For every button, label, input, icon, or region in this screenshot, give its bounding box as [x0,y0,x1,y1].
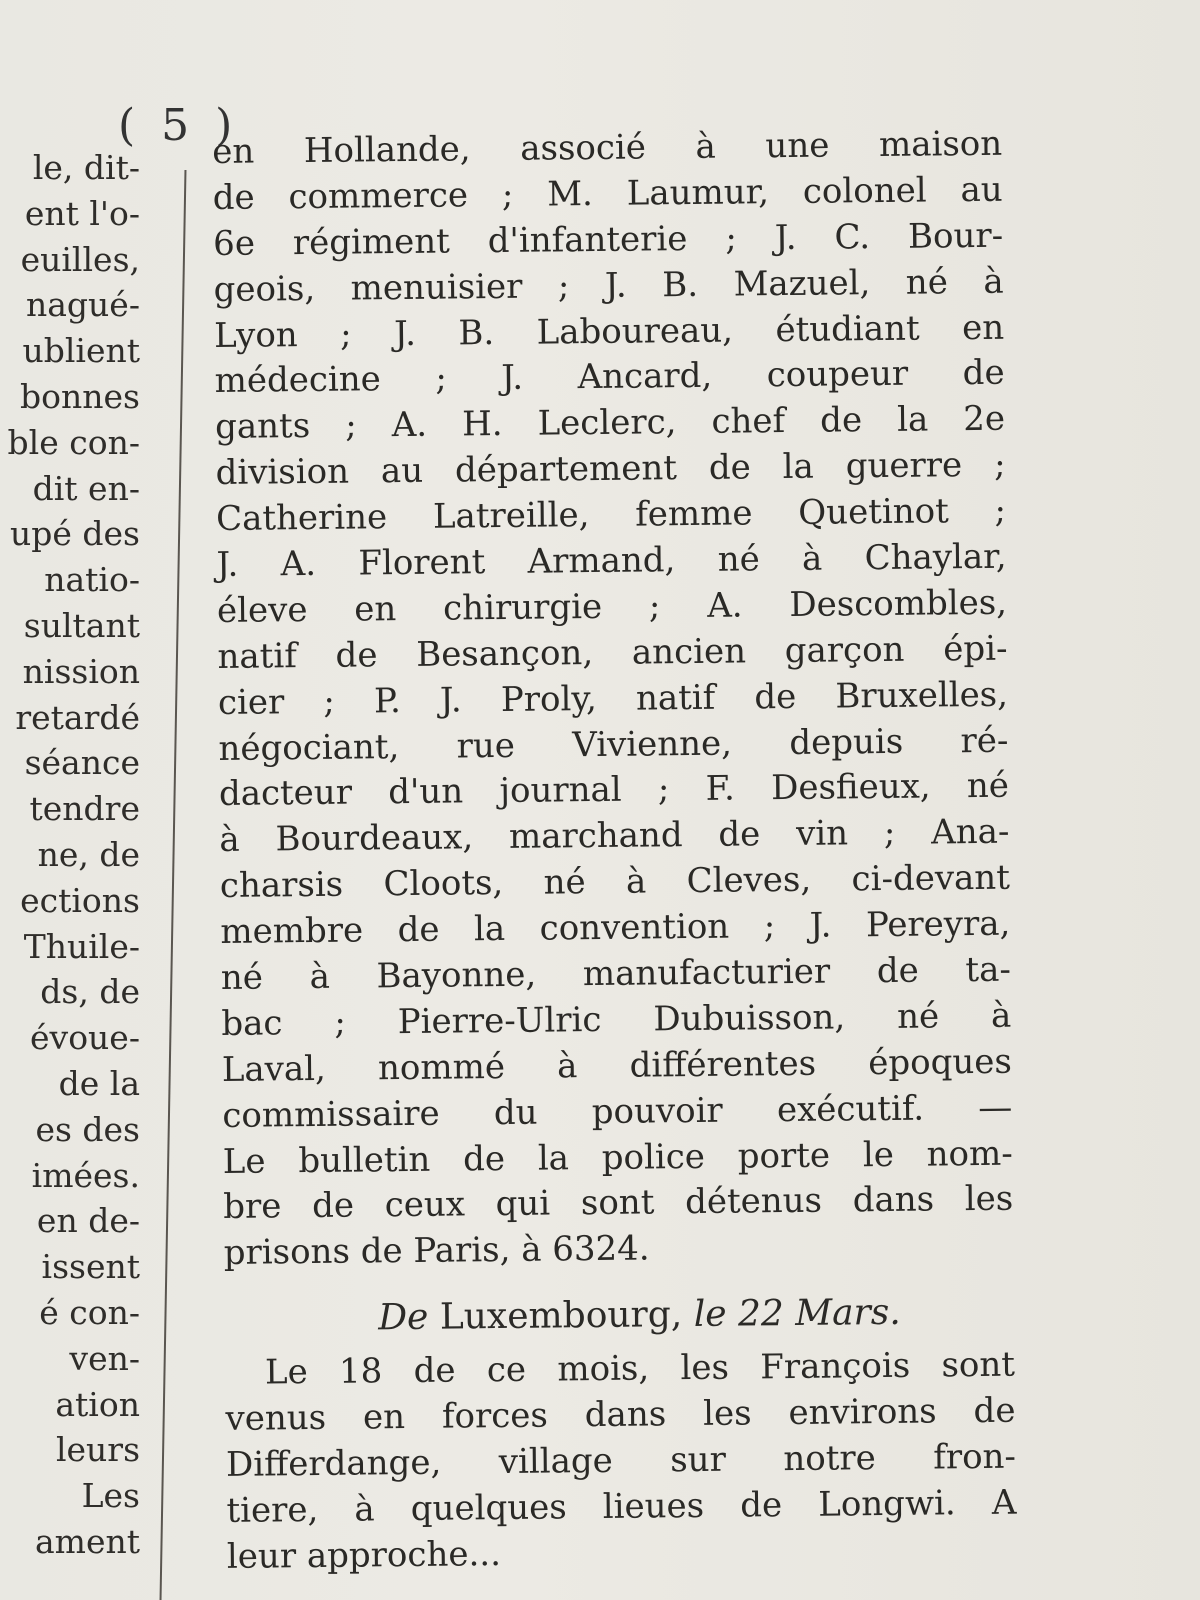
text-line: issent [41,1247,140,1287]
paragraph-luxembourg [225,1343,1017,1581]
text-line: retardé [15,697,140,737]
dateline-date-word: le [693,1293,727,1336]
text-line: en Hollande, associé à une maison [212,123,1003,172]
text-line: membre de la convention ; J. Pereyra, [220,903,1011,953]
text-line: le, dit- [32,148,140,187]
text-line: charsis Cloots, né à Cleves, ci-devant [219,857,1011,907]
main-column [212,122,1017,1581]
text-line: es des [35,1109,140,1149]
text-line: éleve en chirurgie ; A. Descombles, [216,582,1008,631]
text-line: J. A. Florent Armand, né à Chaylar, [216,536,1007,585]
dateline-prefix: De [377,1297,429,1339]
text-line: division au département de la guerre ; [215,444,1006,494]
text-line: tendre [29,789,140,829]
text-line: ections [20,880,140,920]
text-line: euilles, [20,239,140,279]
text-line: natio- [44,560,140,600]
text-line: ven- [69,1338,140,1378]
text-line: ds, de [40,972,140,1012]
text-line: Catherine Latreille, femme Quetinot ; [215,490,1007,540]
dateline-place: Luxembourg, [439,1294,683,1338]
dateline-date: 22 Mars. [737,1292,901,1335]
text-line: séance [24,743,140,783]
text-line: bre de ceux qui sont détenus dans les [223,1179,1014,1228]
text-line: dacteur d'un journal ; F. Desfieux, né [218,766,1010,815]
text-line: de la [58,1063,140,1103]
text-line: ent l'o- [24,193,140,233]
text-line: ation [55,1384,140,1424]
text-line: nagué- [26,285,140,325]
text-line: imées. [31,1155,140,1195]
text-line: leurs [55,1430,140,1470]
text-line: dit en- [32,468,140,508]
text-line: commissaire du pouvoir exécutif. — [222,1087,1013,1136]
text-line: nission [22,651,140,691]
text-line: de commerce ; M. Laumur, colonel au [212,169,1003,218]
text-line: prisons de Paris, à 6324. [223,1228,650,1274]
text-line: tiere, à quelques lieues de Longwi. A [226,1482,1017,1531]
column-divider [160,170,187,1600]
text-line: venus en forces dans les environs de [225,1390,1016,1440]
text-line: évoue- [30,1018,140,1058]
text-line: en de- [36,1201,140,1241]
text-line: Les [81,1476,140,1516]
text-line: 6e régiment d'infanterie ; J. C. Bour- [212,215,1004,264]
text-line: geois, menuisier ; J. B. Mazuel, né à [213,261,1004,310]
text-line: ublient [22,331,140,371]
text-line: Thuile- [23,926,140,966]
text-line: ne, de [37,834,140,874]
text-line: Laval, nommé à différentes époques [221,1041,1013,1090]
text-line: Lyon ; J. B. Laboureau, étudiant en [213,307,1005,356]
text-line: leur approche... [226,1533,502,1577]
text-line: gants ; A. H. Leclerc, chef de la 2e [214,399,1006,448]
text-line: bac ; Pierre-Ulric Dubuisson, né à [221,995,1012,1044]
text-line: upé des [10,514,140,554]
text-line: bonnes [20,376,140,416]
text-line: Differdange, village sur notre fron- [225,1436,1017,1485]
text-line: natif de Besançon, ancien garçon épi- [217,628,1008,677]
dateline-heading [224,1287,1014,1345]
text-line: cier ; P. J. Proly, natif de Bruxelles, [217,674,1009,723]
text-line: ble con- [7,422,140,462]
paragraph-detainees-list [212,122,1014,1277]
text-line: à Bourdeaux, marchand de vin ; Ana- [219,812,1010,861]
text-line: négociant, rue Vivienne, depuis ré- [218,720,1009,769]
text-line: é con- [39,1292,140,1332]
text-line: Le bulletin de la police porte le nom- [222,1133,1013,1182]
text-line: médecine ; J. Ancard, coupeur de [214,353,1005,402]
text-line: sultant [23,605,140,645]
page-number: ( 5 ) [118,100,239,151]
left-column-fragment [0,145,140,1565]
text-line: Le 18 de ce mois, les François sont [264,1344,1016,1393]
text-line: né à Bayonne, manufacturier de ta- [220,949,1012,998]
text-line: ament [34,1521,140,1561]
